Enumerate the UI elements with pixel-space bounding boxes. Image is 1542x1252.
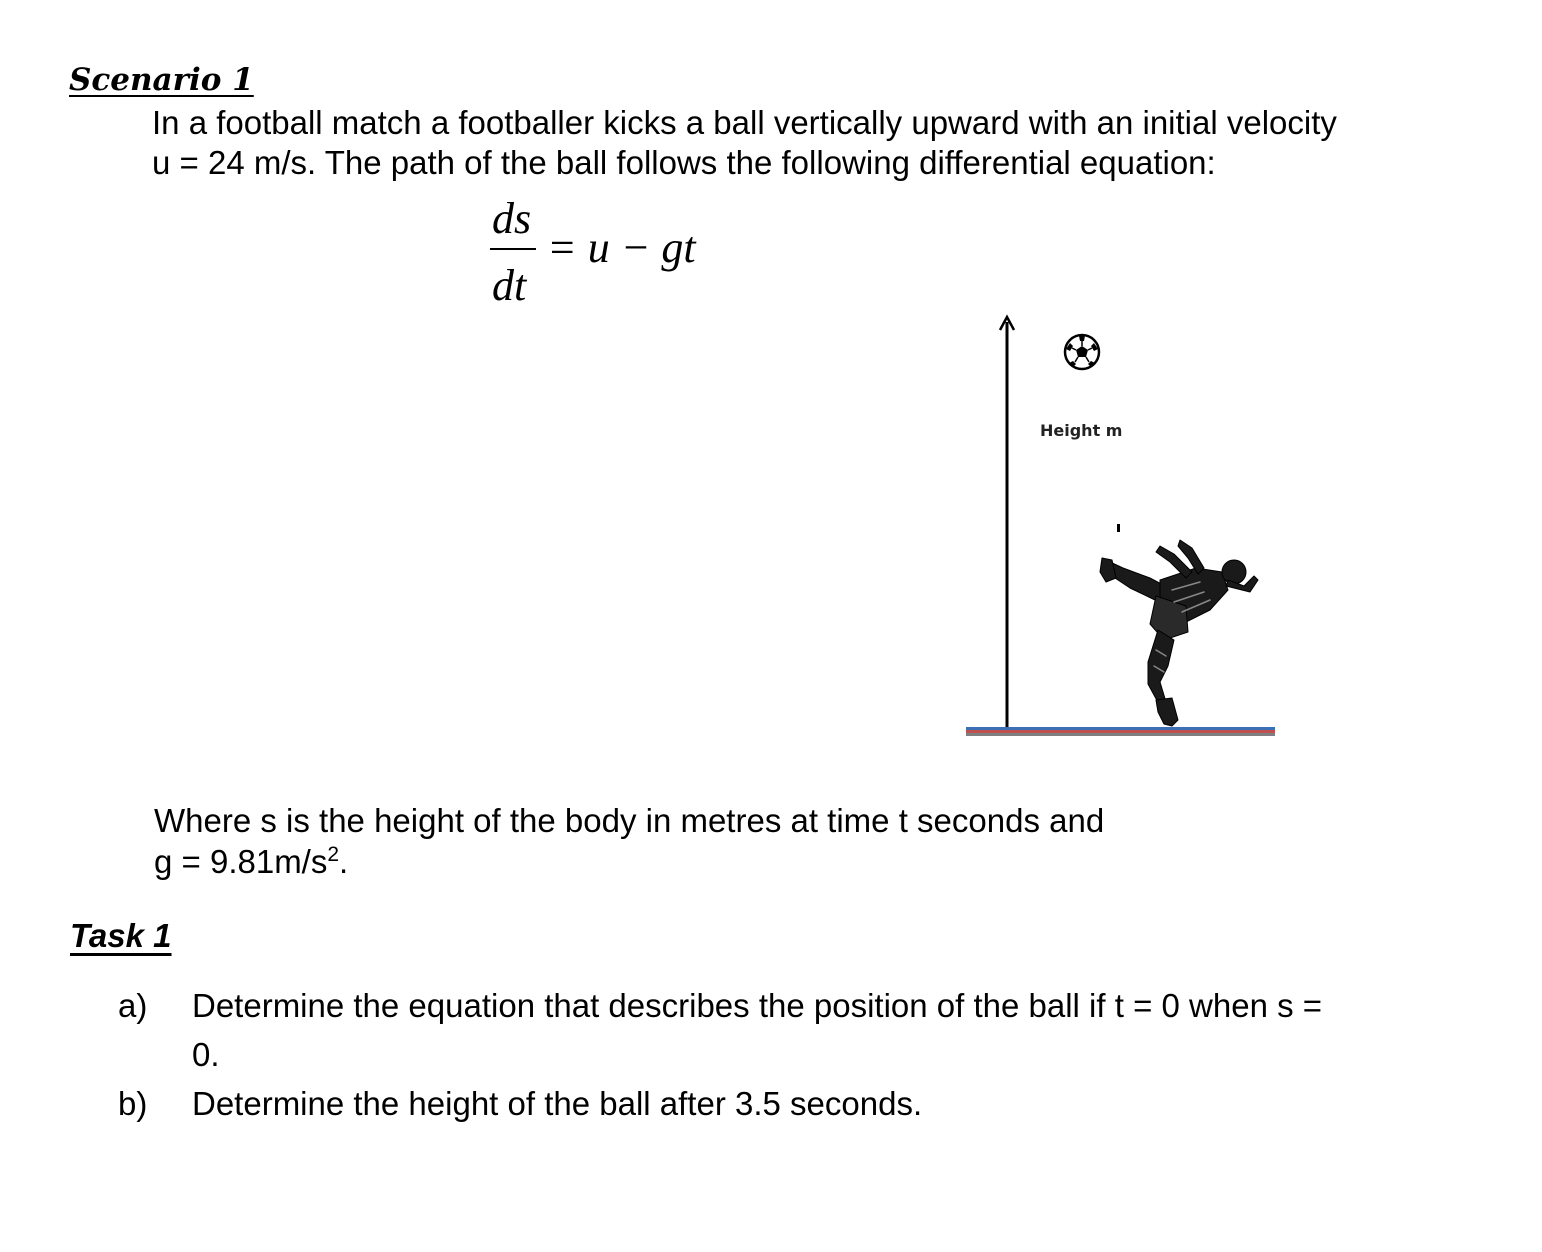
equation-denominator: dt xyxy=(492,261,527,310)
task-item-b-text: Determine the height of the ball after 3.5 seconds. xyxy=(192,1085,923,1122)
equation-fraction-bar xyxy=(490,248,536,250)
scenario-heading: Scenario 1 xyxy=(69,62,254,98)
definition-line-2 xyxy=(154,842,348,882)
equation-right-hand-side: = u − gt xyxy=(547,223,696,272)
definition-exponent: 2 xyxy=(327,843,340,866)
soccer-ball-icon xyxy=(1065,335,1099,369)
footballer-silhouette-icon xyxy=(1100,540,1258,726)
definition-line-1: Where s is the height of the body in metres at time t seconds and xyxy=(154,802,1105,839)
definition-period: . xyxy=(339,843,349,880)
ground-line xyxy=(966,727,1275,736)
height-axis-label: Height m xyxy=(1040,421,1123,440)
task-heading: Task 1 xyxy=(70,917,172,954)
task-item-b-letter: b) xyxy=(118,1085,148,1122)
equation-numerator: ds xyxy=(492,194,532,243)
task-item-a-text-line-2: 0. xyxy=(192,1036,220,1073)
intro-text-line-2: u = 24 m/s. The path of the ball follows the following differential equation: xyxy=(152,144,1216,181)
motion-mark xyxy=(1117,524,1120,532)
task-item-a-letter: a) xyxy=(118,987,148,1024)
intro-text-line-1: In a football match a footballer kicks a ball vertically upward with an initial velocity xyxy=(152,104,1337,141)
task-item-a-text-line-1: Determine the equation that describes the position of the ball if t = 0 when s = xyxy=(192,987,1323,1024)
definition-g-value: g = 9.81m/s xyxy=(154,843,328,880)
footballer-figure xyxy=(960,310,1280,750)
height-axis xyxy=(1000,317,1014,728)
